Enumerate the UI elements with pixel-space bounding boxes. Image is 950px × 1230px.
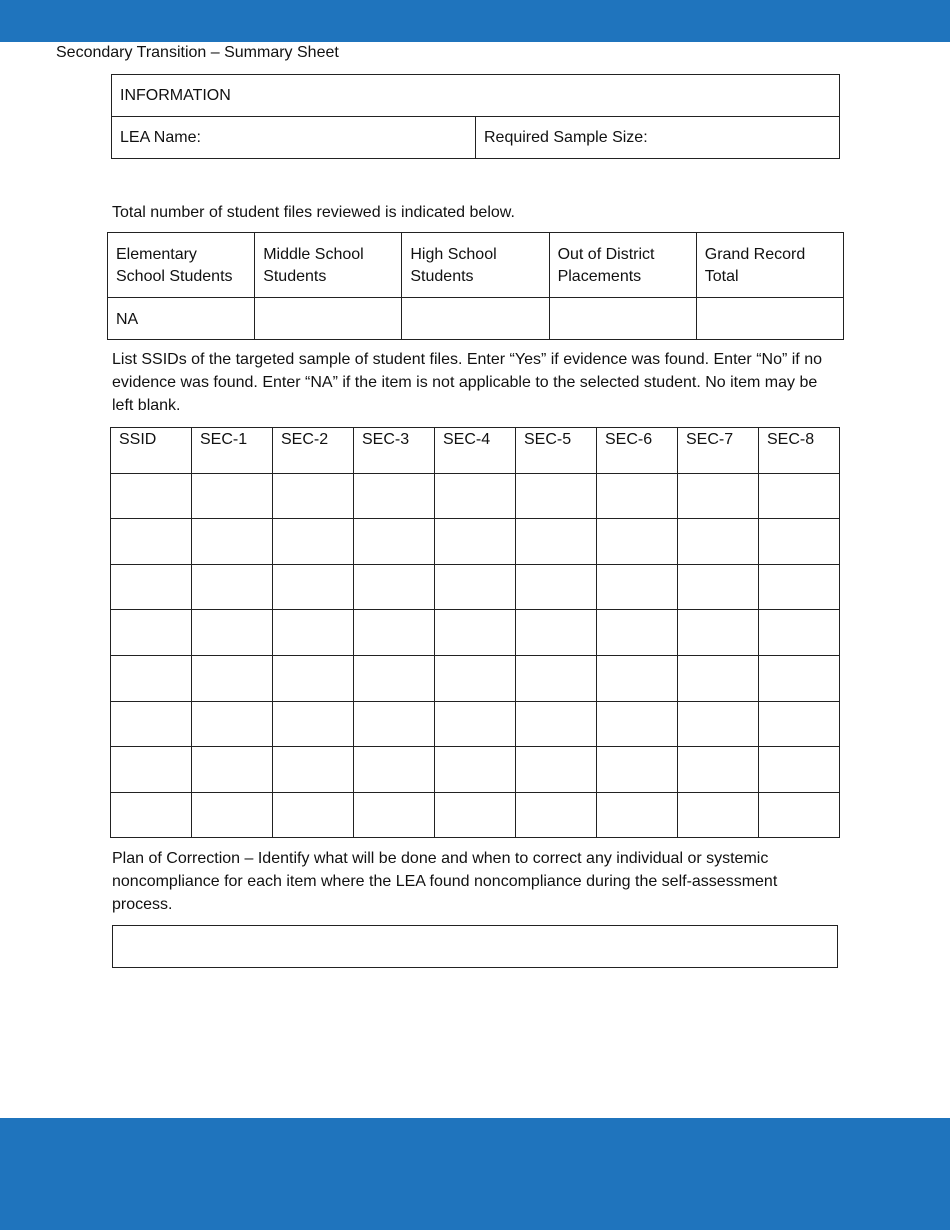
ssid-cell[interactable] [273, 701, 354, 747]
ssid-cell[interactable] [435, 701, 516, 747]
ssid-cell[interactable] [597, 655, 678, 701]
ssid-cell[interactable] [597, 701, 678, 747]
count-value-high[interactable] [402, 298, 549, 340]
ssid-cell[interactable] [516, 564, 597, 610]
ssid-cell[interactable] [354, 519, 435, 565]
ssid-cell[interactable] [678, 519, 759, 565]
ssid-cell[interactable] [192, 747, 273, 793]
ssid-cell[interactable] [192, 655, 273, 701]
ssid-cell[interactable] [273, 747, 354, 793]
ssid-cell[interactable] [435, 610, 516, 656]
count-value-out-of-district[interactable] [549, 298, 696, 340]
ssid-cell[interactable] [354, 473, 435, 519]
ssid-cell[interactable] [435, 792, 516, 838]
ssid-cell[interactable] [516, 519, 597, 565]
ssid-header-sec-2: SEC-2 [273, 428, 354, 474]
plan-of-correction-field[interactable] [112, 925, 838, 968]
ssid-cell[interactable] [678, 564, 759, 610]
count-header-middle: Middle School Students [255, 233, 402, 298]
ssid-cell[interactable] [678, 473, 759, 519]
ssid-cell[interactable] [678, 610, 759, 656]
table-row [111, 792, 840, 838]
ssid-cell[interactable] [597, 792, 678, 838]
count-value-grand-total[interactable] [696, 298, 843, 340]
table-row [111, 747, 840, 793]
ssid-cell[interactable] [354, 564, 435, 610]
ssid-cell[interactable] [678, 655, 759, 701]
ssid-cell[interactable] [435, 519, 516, 565]
ssid-header-sec-4: SEC-4 [435, 428, 516, 474]
table-row [111, 655, 840, 701]
ssid-sample-table [110, 427, 840, 838]
ssid-cell[interactable] [273, 610, 354, 656]
ssid-cell[interactable] [435, 473, 516, 519]
plan-of-correction-label: Plan of Correction – Identify what will be done and when to correct any individual or systemic noncompliance for each item where the LEA found noncompliance during the self-assessment process. [112, 850, 778, 913]
ssid-header-sec-8: SEC-8 [759, 428, 840, 474]
ssid-cell[interactable] [111, 747, 192, 793]
ssid-header-sec-5: SEC-5 [516, 428, 597, 474]
ssid-cell[interactable] [516, 701, 597, 747]
ssid-cell[interactable] [273, 519, 354, 565]
ssid-cell[interactable] [354, 655, 435, 701]
ssid-cell[interactable] [597, 747, 678, 793]
bottom-banner [0, 1118, 950, 1230]
ssid-cell[interactable] [516, 610, 597, 656]
ssid-cell[interactable] [111, 701, 192, 747]
ssid-cell[interactable] [597, 519, 678, 565]
ssid-header-row [111, 428, 840, 474]
information-table [111, 74, 840, 159]
ssid-header-ssid: SSID [111, 428, 192, 474]
ssid-cell[interactable] [354, 792, 435, 838]
ssid-cell[interactable] [516, 473, 597, 519]
ssid-cell[interactable] [192, 564, 273, 610]
ssid-cell[interactable] [435, 747, 516, 793]
count-header-high: High School Students [402, 233, 549, 298]
ssid-cell[interactable] [435, 655, 516, 701]
count-header-grand-total: Grand Record Total [696, 233, 843, 298]
ssid-cell[interactable] [435, 564, 516, 610]
ssid-cell[interactable] [354, 701, 435, 747]
table-row [111, 610, 840, 656]
ssid-cell[interactable] [759, 655, 840, 701]
ssid-cell[interactable] [192, 792, 273, 838]
ssid-cell[interactable] [759, 473, 840, 519]
ssid-cell[interactable] [597, 473, 678, 519]
ssid-header-sec-6: SEC-6 [597, 428, 678, 474]
ssid-cell[interactable] [273, 473, 354, 519]
ssid-cell[interactable] [516, 655, 597, 701]
information-heading: INFORMATION [112, 75, 840, 117]
table-row [111, 564, 840, 610]
ssid-cell[interactable] [678, 701, 759, 747]
ssid-cell[interactable] [759, 564, 840, 610]
ssid-cell[interactable] [759, 792, 840, 838]
count-value-elementary[interactable]: NA [108, 298, 255, 340]
ssid-cell[interactable] [759, 610, 840, 656]
top-banner [0, 0, 950, 42]
ssid-cell[interactable] [597, 564, 678, 610]
ssid-cell[interactable] [111, 564, 192, 610]
ssid-cell[interactable] [111, 792, 192, 838]
ssid-cell[interactable] [111, 519, 192, 565]
ssid-cell[interactable] [516, 747, 597, 793]
ssid-cell[interactable] [192, 610, 273, 656]
table-row [111, 473, 840, 519]
count-value-middle[interactable] [255, 298, 402, 340]
ssid-cell[interactable] [111, 655, 192, 701]
count-header-elementary: Elementary School Students [108, 233, 255, 298]
ssid-header-sec-1: SEC-1 [192, 428, 273, 474]
ssid-cell[interactable] [192, 473, 273, 519]
ssid-cell[interactable] [354, 610, 435, 656]
ssid-cell[interactable] [759, 701, 840, 747]
ssid-cell[interactable] [759, 747, 840, 793]
ssid-cell[interactable] [111, 610, 192, 656]
ssid-instructions-text: List SSIDs of the targeted sample of student files. Enter “Yes” if evidence was found. Enter “No” if no evidence was found. Enter “NA” if the item is not applicable to the selected student. No item may be left blank. [112, 351, 822, 414]
ssid-cell[interactable] [111, 473, 192, 519]
required-sample-size-field[interactable]: Required Sample Size: [476, 117, 840, 159]
ssid-cell[interactable] [354, 747, 435, 793]
ssid-cell[interactable] [759, 519, 840, 565]
ssid-header-sec-7: SEC-7 [678, 428, 759, 474]
ssid-cell[interactable] [273, 792, 354, 838]
ssid-cell[interactable] [597, 610, 678, 656]
lea-name-field[interactable]: LEA Name: [112, 117, 476, 159]
ssid-cell[interactable] [192, 519, 273, 565]
page-title: Secondary Transition – Summary Sheet [56, 44, 339, 61]
ssid-cell[interactable] [516, 792, 597, 838]
file-count-table [107, 232, 844, 340]
count-header-out-of-district: Out of District Placements [549, 233, 696, 298]
ssid-cell[interactable] [678, 792, 759, 838]
files-intro-text: Total number of student files reviewed is indicated below. [112, 204, 515, 221]
ssid-cell[interactable] [273, 655, 354, 701]
ssid-header-sec-3: SEC-3 [354, 428, 435, 474]
ssid-cell[interactable] [678, 747, 759, 793]
ssid-cell[interactable] [192, 701, 273, 747]
ssid-cell[interactable] [273, 564, 354, 610]
table-row [111, 701, 840, 747]
table-row [111, 519, 840, 565]
